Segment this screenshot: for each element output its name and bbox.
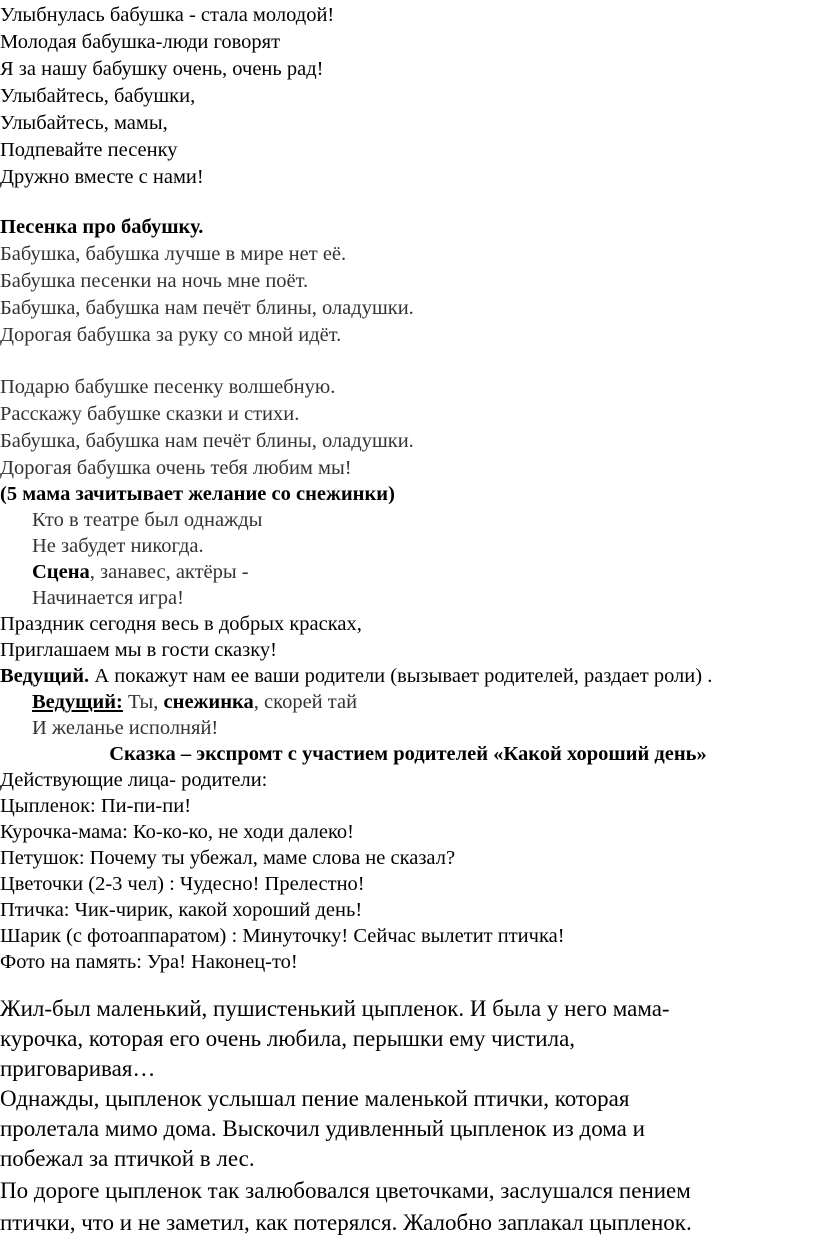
song-line: Бабушка песенки на ночь мне поёт.: [0, 270, 309, 292]
theatre-line: Кто в театре был однажды: [32, 509, 263, 531]
host-label: Ведущий.: [0, 665, 90, 687]
cast-line: Цыпленок: Пи-пи-пи!: [0, 795, 192, 817]
host-line: [0, 663, 712, 689]
poem-line: Улыбайтесь, мамы,: [0, 112, 168, 134]
cast-line: Цветочки (2-3 чел) : Чудесно! Прелестно!: [0, 873, 365, 895]
cast-line: Птичка: Чик-чирик, какой хороший день!: [0, 899, 363, 921]
poem-line: Я за нашу бабушку очень, очень рад!: [0, 58, 324, 80]
tale-title: Сказка – экспромт с участием родителей «Какой хороший день»: [109, 743, 707, 765]
story-line: Однажды, цыпленок услышал пение маленькой птички, которая: [0, 1086, 630, 1111]
cast-line: Петушок: Почему ты убежал, маме слова не сказал?: [0, 847, 456, 869]
story-line: пролетала мимо дома. Выскочил удивленный цыпленок из дома и: [0, 1116, 645, 1141]
song-line: Бабушка, бабушка нам печёт блины, оладушки.: [0, 297, 414, 319]
song-line: Подарю бабушке песенку волшебную.: [0, 376, 336, 398]
theatre-line: Начинается игра!: [32, 587, 184, 609]
cast-line: Шарик (с фотоаппаратом) : Минуточку! Сейчас вылетит птичка!: [0, 925, 565, 947]
poem-line: Подпевайте песенку: [0, 139, 178, 161]
theatre-line-rest: , занавес, актёры -: [89, 561, 249, 583]
theatre-line: Не забудет никогда.: [32, 535, 204, 557]
story-line: птички, что и не заметил, как потерялся. Жалобно заплакал цыпленок.: [0, 1210, 692, 1235]
song-line: Бабушка, бабушка лучше в мире нет её.: [0, 243, 347, 265]
story-line: побежал за птичкой в лес.: [0, 1146, 255, 1171]
cast-line: Фото на память: Ура! Наконец-то!: [0, 951, 298, 973]
poem-line: Улыбайтесь, бабушки,: [0, 85, 196, 107]
cast-line: Курочка-мама: Ко-ко-ко, не ходи далеко!: [0, 821, 354, 843]
poem-line: Дружно вместе с нами!: [0, 166, 204, 188]
stage-word: Сцена: [32, 561, 90, 583]
song-line: Бабушка, бабушка нам печёт блины, оладушки.: [0, 430, 414, 452]
story-line: По дороге цыпленок так залюбовался цветочками, заслушался пением: [0, 1178, 691, 1203]
story-line: Жил-был маленький, пушистенький цыпленок. И была у него мама-: [0, 996, 670, 1021]
song-line: Расскажу бабушке сказки и стихи.: [0, 403, 300, 425]
poem-line: Улыбнулась бабушка - стала молодой!: [0, 4, 335, 26]
host-line: И желанье исполняй!: [32, 717, 219, 739]
holiday-line: Праздник сегодня весь в добрых красках,: [0, 613, 362, 635]
host-text: Ты,: [122, 691, 164, 713]
story-line: приговаривая…: [0, 1056, 156, 1081]
story-line: курочка, которая его очень любила, перышки ему чистила,: [0, 1026, 576, 1051]
host-text: , скорей тай: [253, 691, 358, 713]
holiday-line: Приглашаем мы в гости сказку!: [0, 639, 277, 661]
song-line: Дорогая бабушка очень тебя любим мы!: [0, 457, 352, 479]
host-label: Ведущий:: [32, 691, 123, 713]
theatre-line: [32, 559, 249, 585]
poem-line: Молодая бабушка-люди говорят: [0, 31, 281, 53]
cast-line: Действующие лица- родители:: [0, 769, 268, 791]
wish-note: (5 мама зачитывает желание со снежинки): [0, 483, 395, 505]
song-title: Песенка про бабушку.: [0, 216, 204, 238]
snowflake-word: снежинка: [163, 691, 254, 713]
song-line: Дорогая бабушка за руку со мной идёт.: [0, 324, 342, 346]
host-text: А покажут нам ее ваши родители (вызывает родителей, раздает роли) .: [89, 665, 713, 687]
host-line: [32, 689, 357, 715]
